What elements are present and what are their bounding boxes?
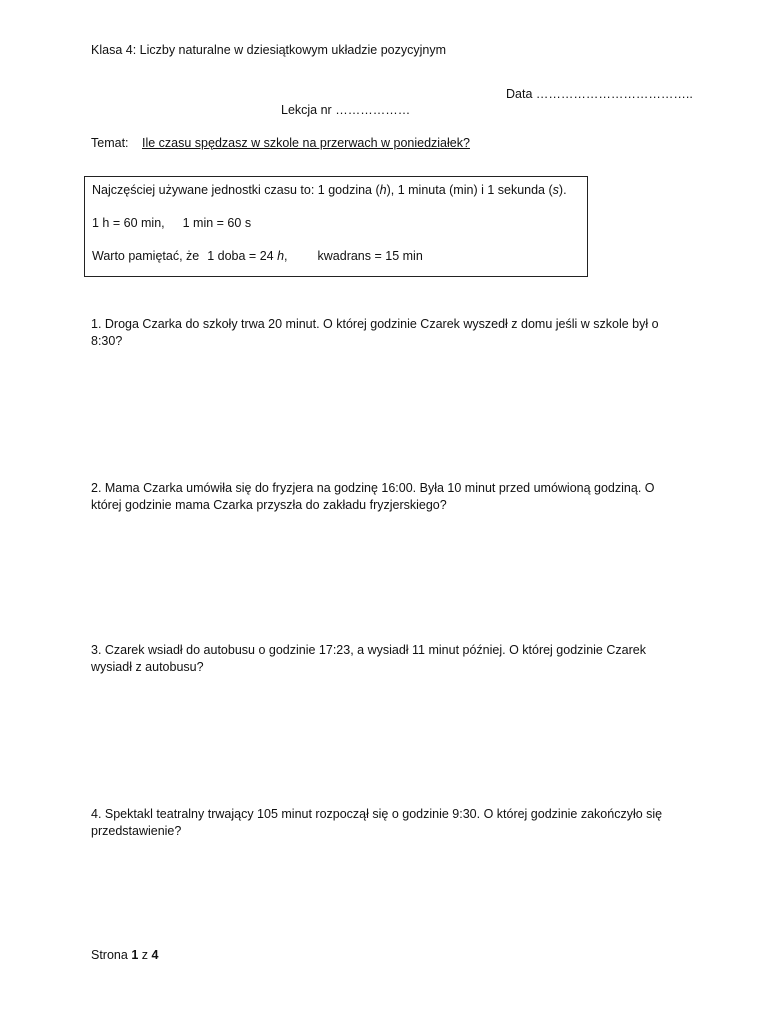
day-conversion: 1 doba = 24 (207, 249, 278, 263)
page-total: 4 (151, 948, 159, 962)
hour-symbol: h (379, 183, 387, 197)
remember-text: Warto pamiętać, że (92, 249, 200, 263)
question-1: 1. Droga Czarka do szkoły trwa 20 minut. O której godzinie Czarek wyszedł z domu jeśli w szkole był o 8:30? (91, 317, 659, 348)
topic-label: Temat: (91, 136, 129, 150)
hour-conversion: 1 h = 60 min, (92, 216, 165, 230)
lesson-number-line: Lekcja nr ……………… (281, 103, 411, 117)
day-hour-symbol: h (277, 249, 285, 263)
worksheet-title: Klasa 4: Liczby naturalne w dziesiątkowym układzie pozycyjnym (91, 43, 447, 57)
conversion-line (92, 216, 251, 230)
time-units-line (92, 183, 567, 197)
topic-line (91, 136, 470, 150)
page-of: z (141, 948, 149, 962)
minute-conversion: 1 min = 60 s (182, 216, 252, 230)
page-current: 1 (131, 948, 139, 962)
page-word: Strona (91, 948, 128, 962)
question-4: 4. Spektakl teatralny trwający 105 minut rozpoczął się o godzinie 9:30. O której godzinie zakończyło się przedstawienie? (91, 807, 663, 838)
day-comma: , (284, 249, 288, 263)
units-intro-text: Najczęściej używane jednostki czasu to: 1 godzina ( (92, 183, 380, 197)
units-middle-text: ), 1 minuta (min) i 1 sekunda ( (386, 183, 553, 197)
question-2: 2. Mama Czarka umówiła się do fryzjera na godzinę 16:00. Była 10 minut przed umówioną godziną. O której godzinie mama Czarka przyszła do zakładu fryzjerskiego? (91, 481, 655, 512)
time-units-info-box (84, 176, 588, 277)
topic-text: Ile czasu spędzasz w szkole na przerwach w poniedziałek? (142, 136, 470, 150)
second-symbol: s (552, 183, 559, 197)
question-3: 3. Czarek wsiadł do autobusu o godzinie 17:23, a wysiadł 11 minut później. O której godzinie Czarek wysiadł z autobusu? (91, 643, 646, 674)
quarter-hour-conversion: kwadrans = 15 min (317, 249, 423, 263)
units-end-text: ). (558, 183, 567, 197)
page-number-footer (91, 948, 158, 962)
remember-line (92, 249, 423, 263)
date-field-line: Data ……………………………….. (506, 87, 693, 101)
